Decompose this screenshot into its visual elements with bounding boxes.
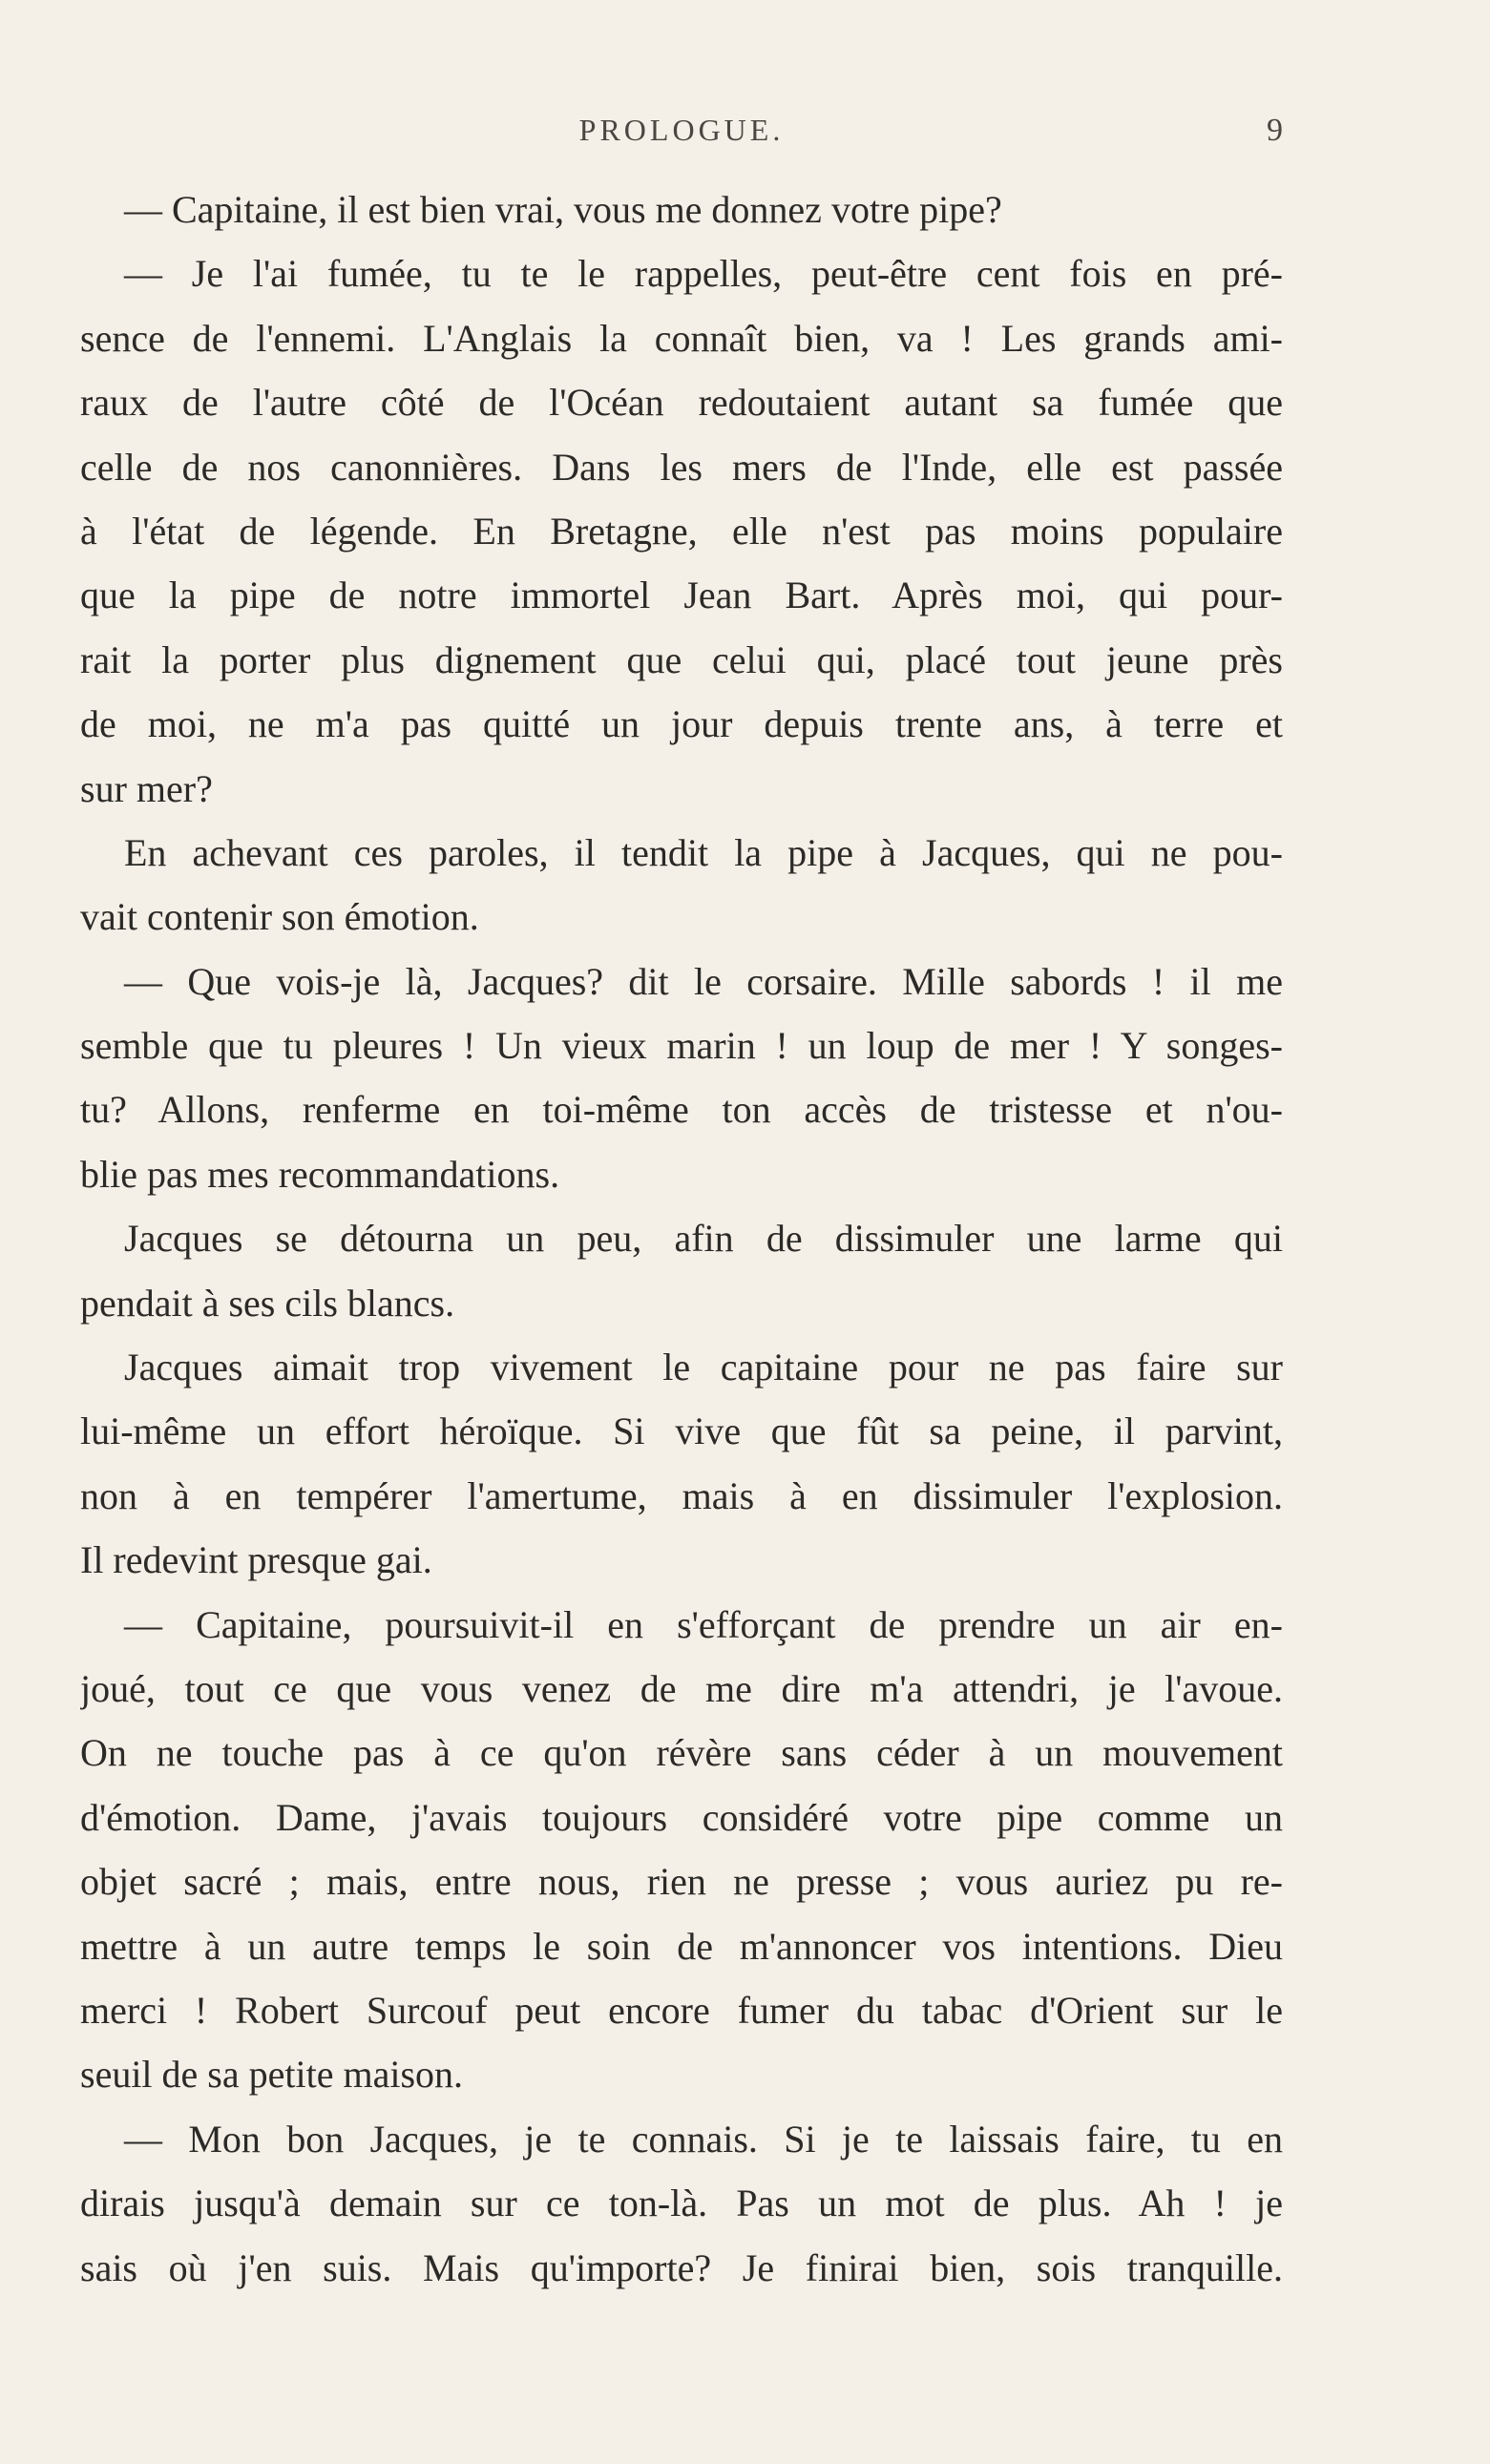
text-line: vait contenir son émotion. bbox=[80, 895, 479, 939]
text-line: seuil de sa petite maison. bbox=[80, 2053, 464, 2097]
text-line: celle de nos canonnières. Dans les mers de l'Inde, elle est passée bbox=[80, 445, 1283, 489]
text-line: dirais jusqu'à demain sur ce ton-là. Pas un mot de plus. Ah ! je bbox=[80, 2182, 1283, 2225]
text-line: — Capitaine, poursuivit-il en s'efforçant de prendre un air en- bbox=[124, 1602, 1283, 1646]
text-line: sence de l'ennemi. L'Anglais la connaît bien, va ! Les grands ami- bbox=[80, 316, 1283, 360]
text-line: de moi, ne m'a pas quitté un jour depuis trente ans, à terre et bbox=[80, 702, 1283, 746]
text-line: non à en tempérer l'amertume, mais à en dissimuler l'explosion. bbox=[80, 1473, 1283, 1517]
text-line: mettre à un autre temps le soin de m'annoncer vos intentions. Dieu bbox=[80, 1924, 1283, 1968]
text-line: sur mer? bbox=[80, 766, 213, 810]
text-line: — Capitaine, il est bien vrai, vous me donnez votre pipe? bbox=[124, 188, 1002, 231]
running-head bbox=[80, 113, 1283, 160]
text-line: que la pipe de notre immortel Jean Bart. Après moi, qui pour- bbox=[80, 574, 1283, 617]
text-line: tu? Allons, renferme en toi-même ton accès de tristesse et n'ou- bbox=[80, 1088, 1283, 1132]
text-line: En achevant ces paroles, il tendit la pipe à Jacques, qui ne pou- bbox=[124, 830, 1283, 874]
body-text bbox=[80, 177, 1283, 2300]
text-line: Jacques aimait trop vivement le capitaine pour ne pas faire sur bbox=[124, 1346, 1283, 1389]
text-line: — Je l'ai fumée, tu te le rappelles, peut-être cent fois en pré- bbox=[124, 252, 1283, 296]
text-line: semble que tu pleures ! Un vieux marin ! un loup de mer ! Y songes- bbox=[80, 1024, 1283, 1068]
running-title: PROLOGUE. bbox=[578, 113, 785, 147]
text-line: pendait à ses cils blancs. bbox=[80, 1281, 455, 1325]
text-line: On ne touche pas à ce qu'on révère sans céder à un mouvement bbox=[80, 1731, 1283, 1775]
text-line: rait la porter plus dignement que celui qui, placé tout jeune près bbox=[80, 637, 1283, 681]
text-line: sais où j'en suis. Mais qu'importe? Je finirai bien, sois tranquille. bbox=[80, 2245, 1283, 2289]
text-line: à l'état de légende. En Bretagne, elle n'est pas moins populaire bbox=[80, 509, 1283, 553]
text-line: Jacques se détourna un peu, afin de dissimuler une larme qui bbox=[124, 1217, 1283, 1261]
text-line: blie pas mes recommandations. bbox=[80, 1152, 560, 1196]
text-line: — Mon bon Jacques, je te connais. Si je te laissais faire, tu en bbox=[124, 2117, 1283, 2161]
page-number: 9 bbox=[1267, 113, 1283, 148]
text-line: merci ! Robert Surcouf peut encore fumer du tabac d'Orient sur le bbox=[80, 1988, 1283, 2032]
text-line: raux de l'autre côté de l'Océan redoutaient autant sa fumée que bbox=[80, 381, 1283, 425]
text-line: — Que vois-je là, Jacques? dit le corsaire. Mille sabords ! il me bbox=[124, 959, 1283, 1003]
text-line: d'émotion. Dame, j'avais toujours considéré votre pipe comme un bbox=[80, 1795, 1283, 1839]
text-line: joué, tout ce que vous venez de me dire m'a attendri, je l'avoue. bbox=[80, 1666, 1283, 1710]
text-line: objet sacré ; mais, entre nous, rien ne presse ; vous auriez pu re- bbox=[80, 1860, 1283, 1904]
text-line: lui-même un effort héroïque. Si vive que fût sa peine, il parvint, bbox=[80, 1409, 1283, 1453]
text-line: Il redevint presque gai. bbox=[80, 1538, 432, 1582]
